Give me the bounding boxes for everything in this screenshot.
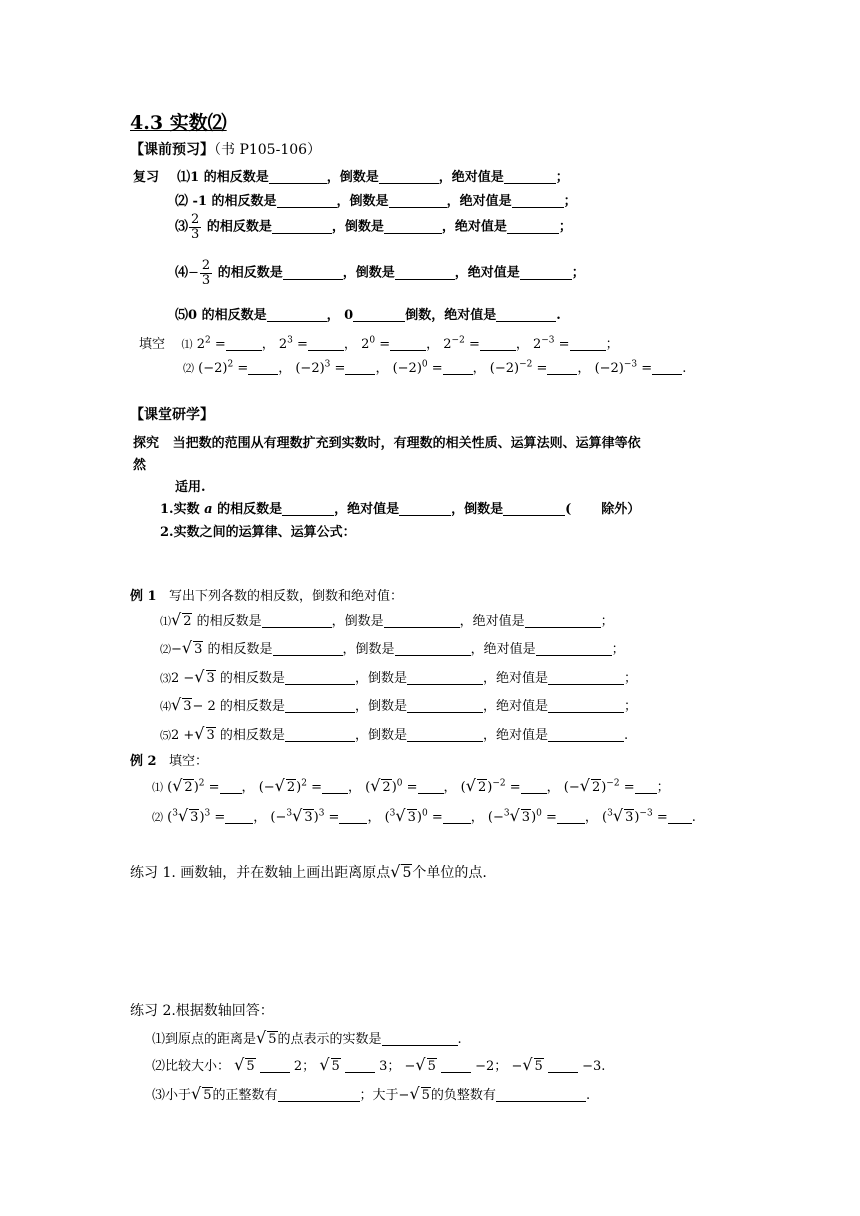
item-text: 的相反数是 bbox=[219, 728, 285, 743]
item-text: ； bbox=[623, 699, 637, 714]
answer-blank[interactable] bbox=[668, 809, 692, 824]
expr-prefix: − bbox=[171, 642, 182, 657]
example1-item bbox=[160, 667, 637, 686]
radicand: 5 bbox=[421, 1088, 430, 1103]
practice-text: ⑶小于 bbox=[152, 1088, 192, 1103]
item-text: ，倒数是 bbox=[331, 614, 384, 629]
item-text: 的相反数是 bbox=[201, 308, 267, 323]
item-text: ， bbox=[326, 308, 340, 323]
sqrt-symbol: √ bbox=[171, 610, 182, 629]
answer-blank[interactable] bbox=[285, 698, 355, 713]
answer-blank[interactable] bbox=[260, 1058, 290, 1073]
radicand: 5 bbox=[203, 1088, 212, 1103]
answer-blank[interactable] bbox=[407, 670, 483, 685]
item-value: 0 bbox=[188, 308, 198, 323]
example1-item bbox=[160, 724, 628, 743]
practice2-heading: 练习 2.根据数轴回答： bbox=[130, 1003, 274, 1019]
explore-cont-1: 然 bbox=[133, 458, 147, 473]
sqrt-power-expr: (√ 2)$^{-2}$ = bbox=[460, 776, 521, 795]
answer-blank[interactable] bbox=[269, 169, 327, 184]
item-text: . bbox=[623, 728, 629, 743]
answer-blank[interactable] bbox=[285, 670, 355, 685]
answer-blank[interactable] bbox=[283, 265, 343, 280]
fill-label: 填空 bbox=[139, 337, 166, 352]
minus-sign: − bbox=[188, 265, 199, 281]
review-label: 复习 bbox=[133, 170, 160, 185]
power-expr: $(-2)^{-2}$ = bbox=[489, 359, 548, 376]
item-number: ⑸ bbox=[160, 729, 171, 742]
radicand: 3 bbox=[206, 728, 215, 743]
practice2-item-2: ⑵比较大小： √ 5 2； √ 5 3； −√ 5 −2； −√ 5 −3. bbox=[152, 1055, 606, 1074]
cbrt-power-expr: (−$^3$√ 3)$^0$ = bbox=[487, 806, 557, 825]
book-ref: （书 P105-106） bbox=[214, 142, 322, 158]
example1-item bbox=[160, 695, 637, 714]
review-item-4 bbox=[175, 259, 585, 287]
answer-blank[interactable] bbox=[282, 501, 334, 516]
sqrt-symbol: √ bbox=[181, 638, 193, 657]
item-number: ⑴ bbox=[160, 615, 171, 628]
radicand: 3 bbox=[194, 642, 203, 657]
radicand: 2 bbox=[183, 614, 192, 629]
explore-cont-2: 适用. bbox=[175, 480, 206, 495]
example-label: 例 2 bbox=[130, 754, 157, 769]
example1-heading bbox=[130, 585, 403, 604]
answer-blank[interactable] bbox=[379, 169, 439, 184]
question-text: 的相反数是 bbox=[217, 502, 283, 517]
item-number: ⑵ bbox=[175, 194, 189, 209]
page-title: 4.3 实数⑵ bbox=[130, 112, 227, 134]
answer-blank[interactable] bbox=[262, 613, 332, 628]
power-expr: $(-2)^{-3}$ = bbox=[594, 359, 653, 376]
answer-blank[interactable] bbox=[503, 501, 565, 516]
item-text: ，绝对值是 bbox=[482, 728, 548, 743]
radicand: 5 bbox=[427, 1059, 436, 1074]
answer-blank[interactable] bbox=[504, 169, 556, 184]
example2-heading bbox=[130, 750, 208, 769]
fill-row-1: 填空 ⑴ $2^2$ = ， $2^3$ = ， $2^0$ = ， $2^{-2}$ = ， $2^{-3}$ = ； bbox=[139, 335, 619, 352]
radicand: 5 bbox=[268, 1032, 277, 1047]
radicand: 5 bbox=[534, 1059, 543, 1074]
question-2: 2.实数之间的运算律、运算公式： bbox=[160, 525, 356, 540]
item-number: ⑶ bbox=[175, 219, 189, 235]
item-text: ，绝对值是 bbox=[441, 219, 507, 235]
preview-heading: 【课前预习】 bbox=[130, 142, 214, 158]
item-text: ； bbox=[555, 170, 569, 185]
answer-blank[interactable] bbox=[399, 501, 451, 516]
answer-blank[interactable] bbox=[272, 219, 332, 234]
example-label: 例 1 bbox=[130, 589, 157, 604]
item-text: 的相反数是 bbox=[207, 642, 273, 657]
answer-blank[interactable] bbox=[322, 779, 348, 794]
answer-blank[interactable] bbox=[225, 809, 253, 824]
item-text: ； bbox=[600, 614, 614, 629]
answer-blank[interactable] bbox=[278, 1087, 360, 1102]
sqrt-symbol: √ bbox=[234, 1055, 245, 1074]
answer-blank[interactable] bbox=[443, 360, 473, 375]
item-number: ⑴ bbox=[177, 170, 191, 185]
power-expr: $2^3$ = bbox=[278, 335, 308, 352]
answer-blank[interactable] bbox=[390, 336, 426, 351]
item-text: ，倒数是 bbox=[342, 642, 395, 657]
fraction bbox=[200, 259, 212, 287]
answer-blank[interactable] bbox=[547, 360, 577, 375]
power-expr: $2^{-2}$ = bbox=[443, 335, 480, 352]
answer-blank[interactable] bbox=[496, 1087, 586, 1102]
question-1 bbox=[160, 498, 640, 517]
item-text: ，倒数是 bbox=[331, 219, 384, 235]
fraction-numerator: 2 bbox=[191, 212, 200, 227]
cbrt-power-expr: ($^3$√ 3)$^{-3}$ = bbox=[602, 806, 668, 825]
answer-blank[interactable] bbox=[389, 193, 447, 208]
question-text: ，绝对值是 bbox=[334, 502, 400, 517]
review-item-5 bbox=[175, 304, 561, 323]
preview-heading-line bbox=[130, 139, 321, 159]
sqrt-symbol: √ bbox=[256, 1028, 267, 1047]
item-number: ⑷ bbox=[160, 700, 171, 713]
item-text: 的相反数是 bbox=[203, 170, 269, 185]
item-text: ，倒数是 bbox=[354, 699, 407, 714]
review-item-1 bbox=[133, 166, 569, 185]
item-text: ，倒数是 bbox=[354, 671, 407, 686]
item-text: 倒数，绝对值是 bbox=[405, 308, 497, 323]
power-expr: $(-2)^0$ = bbox=[392, 359, 443, 376]
power-expr: $2^{-3}$ = bbox=[532, 335, 570, 352]
example2-row-2: ⑵ ($^3$√ 3)$^3$ = ， (−$^3$√ 3)$^3$ = ， ($^3$√ 3)$^0$ = ， (−$^3$√ 3)$^0$ = ， ($^3$√ 3)$^{-3}$ = . bbox=[152, 806, 696, 825]
answer-blank[interactable] bbox=[548, 670, 624, 685]
item-text: ，倒数是 bbox=[342, 265, 395, 281]
item-number: ⑵ bbox=[183, 362, 194, 375]
explore-text: 当把数的范围从有理数扩充到实数时，有理数的相关性质、运算法则、运算律等依 bbox=[172, 436, 641, 451]
practice-text: 的正整数有 bbox=[212, 1088, 278, 1103]
practice-text: 练习 1. 画数轴，并在数轴上画出距离原点 bbox=[130, 865, 391, 881]
answer-blank[interactable] bbox=[507, 219, 559, 234]
item-text: ，绝对值是 bbox=[470, 642, 536, 657]
review-item-2 bbox=[175, 190, 577, 209]
example1-item bbox=[160, 610, 614, 629]
answer-blank[interactable] bbox=[248, 360, 278, 375]
fraction bbox=[189, 213, 201, 241]
item-text: ，倒数是 bbox=[326, 170, 379, 185]
paren: ( bbox=[565, 502, 572, 517]
item-text: ，绝对值是 bbox=[446, 194, 512, 209]
cbrt-power-expr: ($^3$√ 3)$^3$ = bbox=[167, 806, 226, 825]
answer-blank[interactable] bbox=[512, 193, 564, 208]
item-text: . bbox=[556, 308, 561, 323]
practice-text: ；大于 bbox=[359, 1088, 399, 1103]
practice-text: ⑵比较大小： bbox=[152, 1059, 231, 1074]
radicand: 3 bbox=[183, 699, 192, 714]
cbrt-power-expr: ($^3$√ 3)$^0$ = bbox=[384, 806, 443, 825]
item-text: ，倒数是 bbox=[354, 728, 407, 743]
answer-blank[interactable] bbox=[443, 809, 471, 824]
item-text: 的相反数是 bbox=[217, 265, 283, 281]
item-text: 的相反数是 bbox=[206, 219, 272, 235]
item-text: ； bbox=[563, 194, 577, 209]
practice-text: 个单位的点. bbox=[412, 865, 487, 881]
item-number: ⑴ bbox=[152, 781, 163, 794]
answer-blank[interactable] bbox=[548, 727, 624, 742]
item-text: ； bbox=[571, 265, 585, 281]
answer-blank[interactable] bbox=[496, 307, 556, 322]
radicand: 5 bbox=[331, 1059, 340, 1074]
radicand: 5 bbox=[246, 1059, 255, 1074]
answer-blank[interactable] bbox=[407, 698, 483, 713]
question-text: ，倒数是 bbox=[451, 502, 504, 517]
variable: a bbox=[204, 502, 213, 517]
answer-blank[interactable] bbox=[220, 779, 242, 794]
sqrt-symbol: √ bbox=[194, 667, 205, 686]
item-number: ⑷ bbox=[175, 265, 189, 281]
item-text: 的相反数是 bbox=[219, 671, 285, 686]
answer-blank[interactable] bbox=[525, 613, 601, 628]
answer-blank[interactable] bbox=[548, 1058, 578, 1073]
item-value: 1 bbox=[190, 170, 200, 185]
answer-blank[interactable] bbox=[395, 641, 471, 656]
sqrt-symbol: √ bbox=[415, 1055, 426, 1074]
answer-blank[interactable] bbox=[267, 307, 327, 322]
item-value: 0 bbox=[344, 308, 354, 323]
sqrt-symbol: √ bbox=[390, 862, 401, 881]
answer-blank[interactable] bbox=[384, 219, 442, 234]
example1-item bbox=[160, 638, 625, 657]
answer-blank[interactable] bbox=[418, 779, 444, 794]
answer-blank[interactable] bbox=[339, 809, 367, 824]
sqrt-symbol: √ bbox=[191, 1084, 202, 1103]
item-text: 的相反数是 bbox=[211, 194, 277, 209]
power-expr: $2^0$ = bbox=[361, 335, 391, 352]
expr-prefix: 2 + bbox=[171, 728, 195, 743]
sqrt-power-expr: (√ 2)$^2$ = bbox=[167, 776, 220, 795]
practice-text: 的点表示的实数是 bbox=[277, 1032, 382, 1047]
item-text: ，绝对值是 bbox=[454, 265, 520, 281]
answer-blank[interactable] bbox=[277, 193, 337, 208]
practice2-item-3: ⑶小于√ 5的正整数有 ；大于−√ 5的负整数有 . bbox=[152, 1084, 591, 1103]
paren: ） bbox=[627, 502, 641, 517]
answer-blank[interactable] bbox=[521, 779, 547, 794]
item-number: ⑵ bbox=[160, 643, 171, 656]
answer-blank[interactable] bbox=[353, 307, 405, 322]
item-text: ； bbox=[623, 671, 637, 686]
practice1 bbox=[130, 862, 487, 882]
expr-prefix: 2 − bbox=[171, 671, 195, 686]
cbrt-power-expr: (−$^3$√ 3)$^3$ = bbox=[270, 806, 340, 825]
radicand: 3 bbox=[206, 671, 215, 686]
fraction-denominator: 3 bbox=[201, 272, 211, 288]
item-text: ，绝对值是 bbox=[482, 671, 548, 686]
answer-blank[interactable] bbox=[548, 698, 624, 713]
expr-suffix: − 2 bbox=[192, 699, 216, 714]
answer-blank[interactable] bbox=[570, 336, 606, 351]
sqrt-symbol: √ bbox=[171, 695, 182, 714]
item-number: ⑶ bbox=[160, 672, 171, 685]
item-number: ⑵ bbox=[152, 811, 163, 824]
review-item-3 bbox=[175, 213, 572, 241]
answer-blank[interactable] bbox=[308, 336, 344, 351]
practice-text: 的负整数有 bbox=[430, 1088, 496, 1103]
item-text: ，绝对值是 bbox=[459, 614, 525, 629]
radicand: 5 bbox=[402, 865, 412, 881]
answer-blank[interactable] bbox=[520, 265, 572, 280]
answer-blank[interactable] bbox=[382, 1031, 458, 1046]
sqrt-symbol: √ bbox=[522, 1055, 533, 1074]
sqrt-power-expr: (−√ 2)$^2$ = bbox=[258, 776, 322, 795]
answer-blank[interactable] bbox=[635, 779, 657, 794]
item-text: ，绝对值是 bbox=[438, 170, 504, 185]
practice-text: ⑴到原点的距离是 bbox=[152, 1032, 257, 1047]
example-intro: 写出下列各数的相反数，倒数和绝对值： bbox=[168, 589, 403, 604]
example2-row-1: ⑴ (√ 2)$^2$ = ， (−√ 2)$^2$ = ， (√ 2)$^0$ = ， (√ 2)$^{-2}$ = ， (−√ 2)$^{-2}$ = ； bbox=[152, 776, 670, 795]
answer-blank[interactable] bbox=[557, 809, 585, 824]
explore-label: 探究 bbox=[133, 436, 160, 451]
sqrt-power-expr: (√ 2)$^0$ = bbox=[365, 776, 418, 795]
example-intro: 填空： bbox=[168, 754, 208, 769]
power-expr: $(-2)^3$ = bbox=[295, 359, 346, 376]
answer-blank[interactable] bbox=[480, 336, 516, 351]
item-text: 的相反数是 bbox=[196, 614, 262, 629]
explore-line bbox=[133, 432, 641, 451]
answer-blank[interactable] bbox=[345, 360, 375, 375]
answer-blank[interactable] bbox=[407, 727, 483, 742]
item-text: ，倒数是 bbox=[336, 194, 389, 209]
item-text: ； bbox=[611, 642, 625, 657]
item-number: ⑸ bbox=[175, 308, 189, 323]
answer-blank[interactable] bbox=[395, 265, 455, 280]
power-expr: $2^2$ = bbox=[196, 335, 226, 352]
answer-blank[interactable] bbox=[226, 336, 262, 351]
classroom-heading: 【课堂研学】 bbox=[130, 407, 214, 423]
answer-blank[interactable] bbox=[652, 360, 682, 375]
fill-row-2: ⑵ $(-2)^2$ = ， $(-2)^3$ = ， $(-2)^0$ = ， $(-2)^{-2}$ = ， $(-2)^{-3}$ = . bbox=[183, 359, 687, 376]
item-text: ，绝对值是 bbox=[482, 699, 548, 714]
practice2-item-1: ⑴到原点的距离是√ 5的点表示的实数是 . bbox=[152, 1028, 462, 1047]
answer-blank[interactable] bbox=[441, 1058, 471, 1073]
answer-blank[interactable] bbox=[345, 1058, 375, 1073]
power-expr: $(-2)^2$ = bbox=[198, 359, 249, 376]
item-value: -1 bbox=[192, 194, 207, 209]
sqrt-symbol: √ bbox=[319, 1055, 330, 1074]
answer-blank[interactable] bbox=[536, 641, 612, 656]
answer-blank[interactable] bbox=[285, 727, 355, 742]
question-text: 除外 bbox=[601, 502, 628, 517]
item-number: ⑴ bbox=[181, 338, 193, 351]
sqrt-symbol: √ bbox=[409, 1084, 420, 1103]
fraction-denominator: 3 bbox=[191, 226, 200, 242]
answer-blank[interactable] bbox=[384, 613, 460, 628]
item-text: ； bbox=[558, 219, 572, 235]
sqrt-symbol: √ bbox=[194, 724, 205, 743]
item-text: 的相反数是 bbox=[219, 699, 285, 714]
fraction-numerator: 2 bbox=[201, 258, 211, 273]
question-text: 1.实数 bbox=[160, 502, 200, 517]
answer-blank[interactable] bbox=[273, 641, 343, 656]
sqrt-power-expr: (−√ 2)$^{-2}$ = bbox=[563, 776, 635, 795]
